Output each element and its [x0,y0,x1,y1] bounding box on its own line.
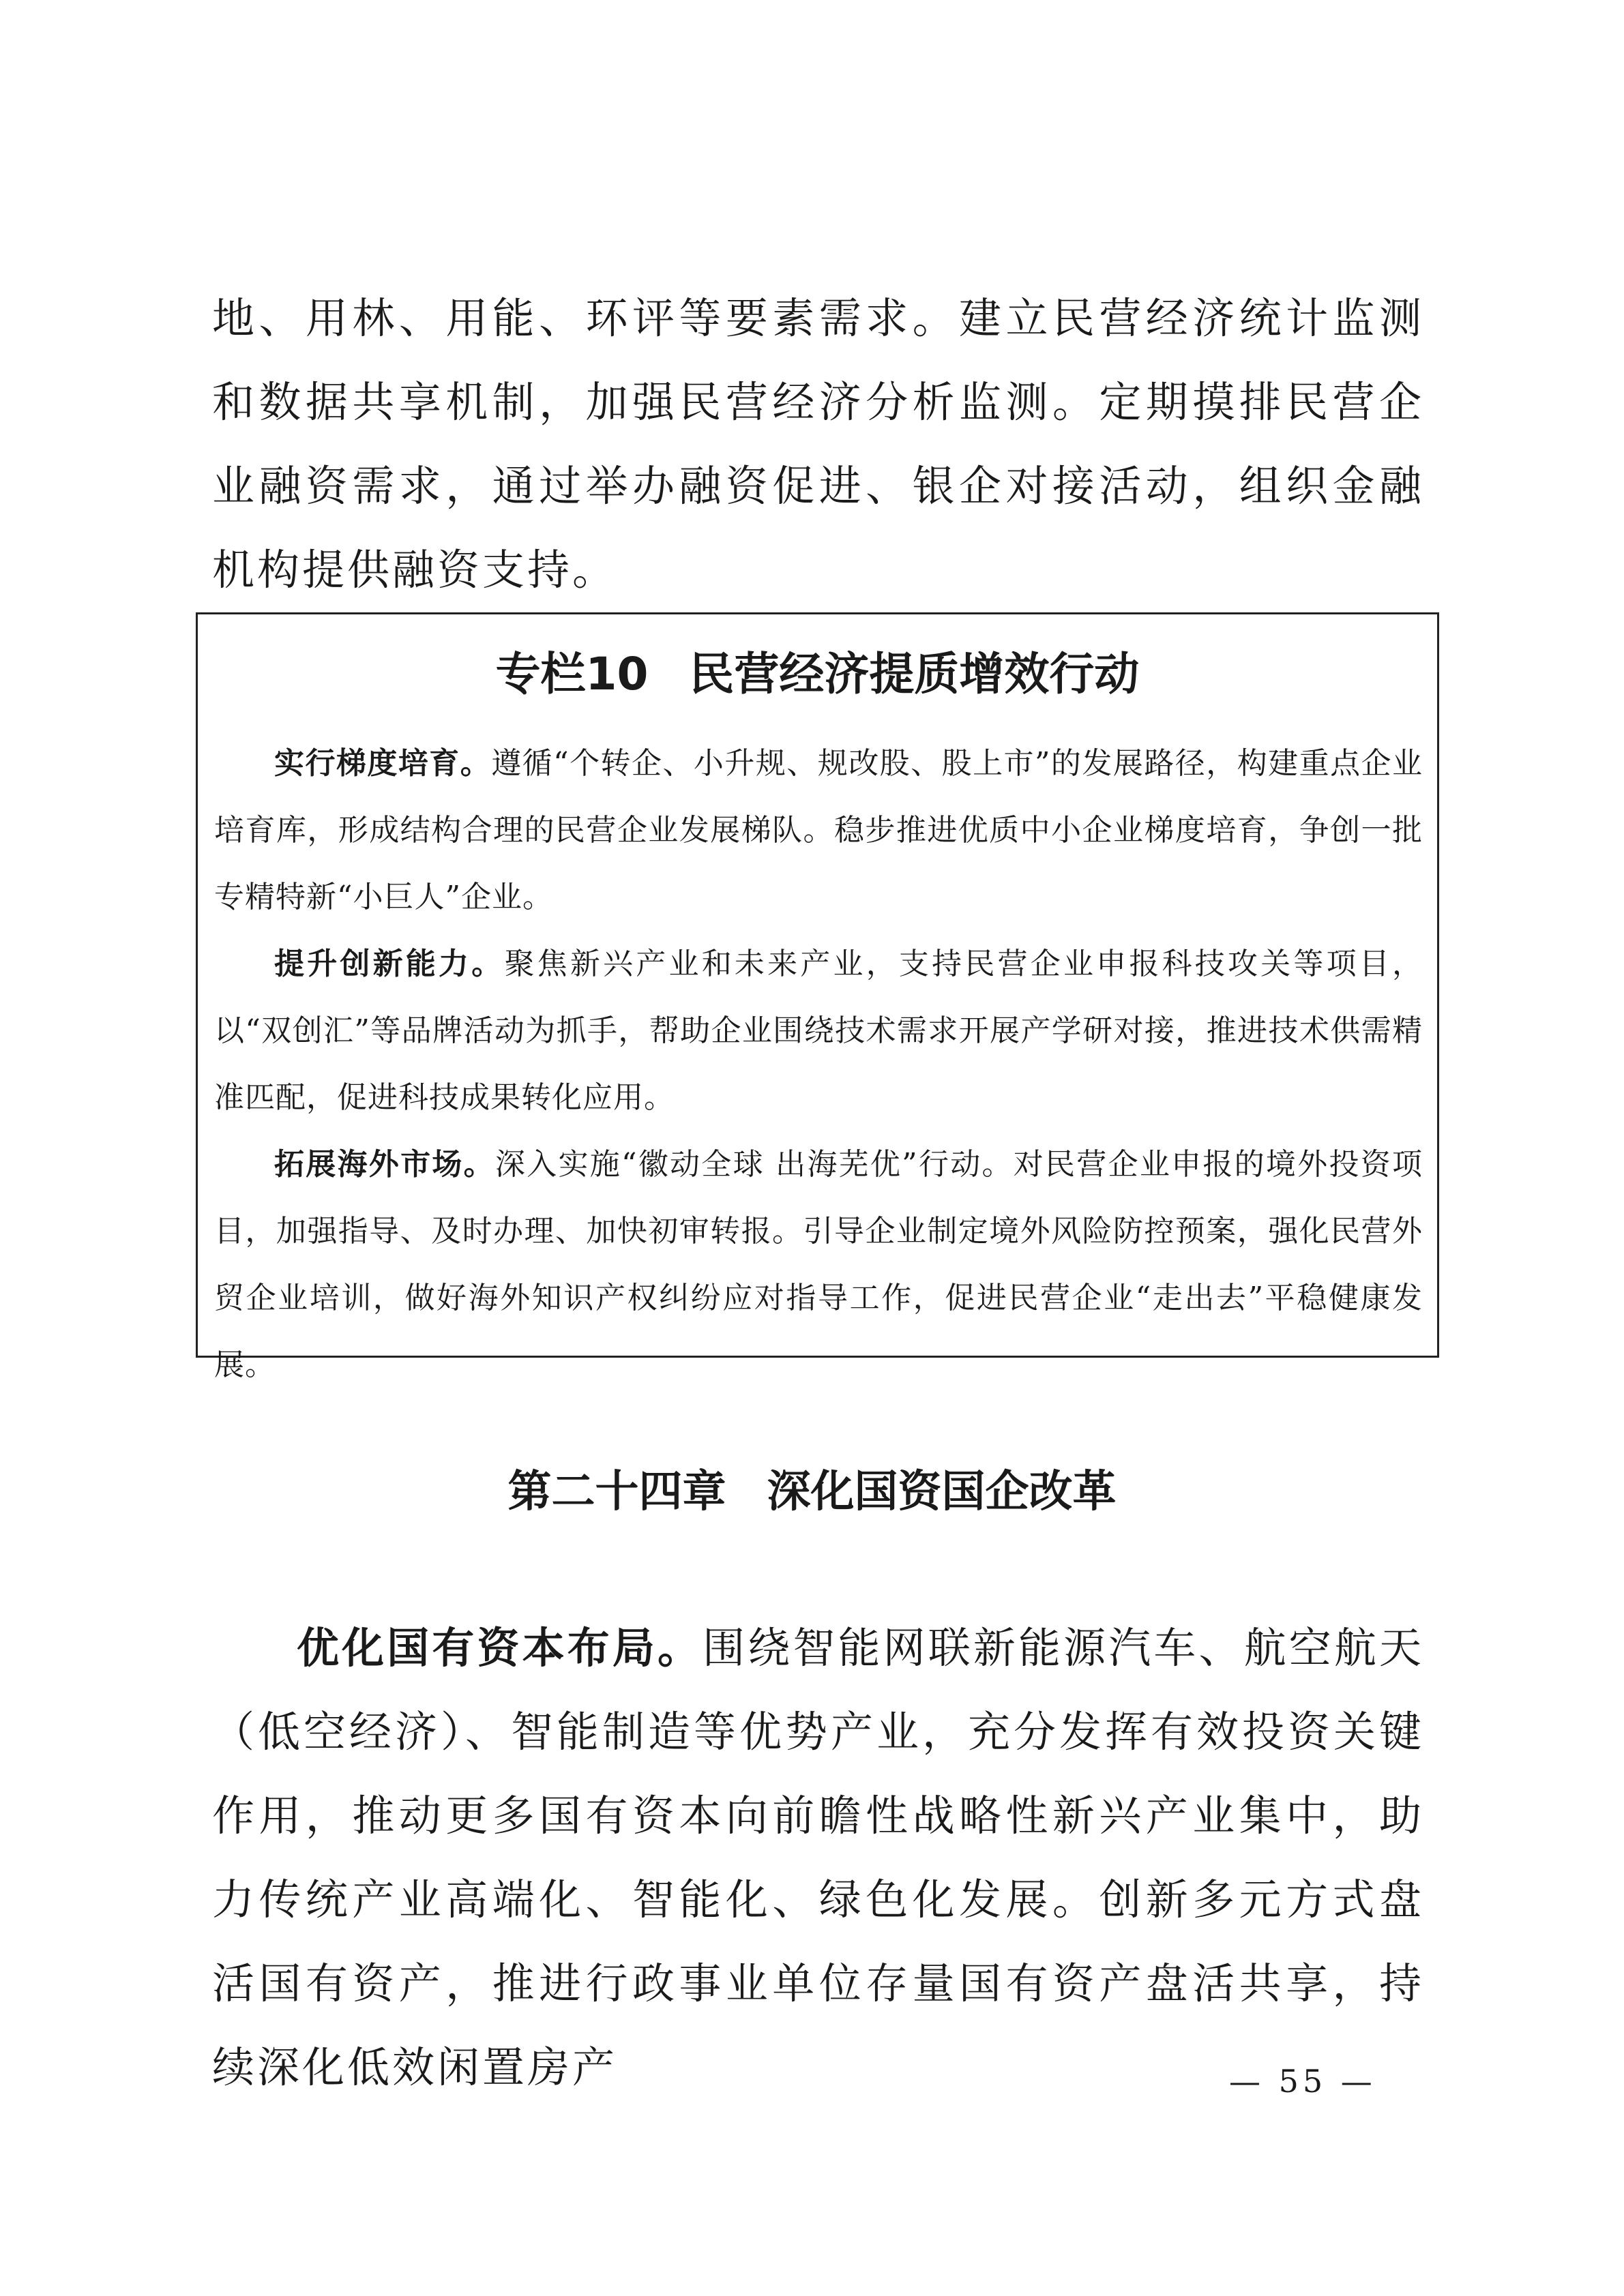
column-body [214,730,1423,1399]
column-title [198,647,1437,702]
column-item-lead: 拓展海外市场。 [274,1147,495,1182]
column-item-text: 深入实施“徽动全球 出海芜优”行动。对民营企业申报的境外投资项目，加强指导、及时办理、加快初审转报。引导企业制定境外风险防控预案，强化民营外贸企业培训，做好海外知识产权纠纷应对指导工作，促进民营企业“走出去”平稳健康发展。 [214,1147,1423,1382]
column-item [214,730,1423,931]
column-box [196,612,1439,1382]
body-paragraph-top [212,276,1424,612]
page-number: — 55 — [1229,2063,1376,2100]
column-item-text: 聚焦新兴产业和未来产业，支持民营企业申报科技攻关等项目，以“双创汇”等品牌活动为抓手，帮助企业围绕技术需求开展产学研对接，推进技术供需精准匹配，促进科技成果转化应用。 [214,946,1423,1115]
column-item [214,931,1423,1131]
body-paragraph-bottom-text: 围绕智能网联新能源汽车、航空航天（低空经济）、智能制造等优势产业，充分发挥有效投资关键作用，推动更多国有资本向前瞻性战略性新兴产业集中，助力传统产业高端化、智能化、绿色化发展。创新多元方式盘活国有资产，推进行政事业单位存量国有资产盘活共享，持续深化低效闲置房产 [212,1623,1424,2092]
chapter-number: 第二十四章 [507,1467,726,1517]
chapter-heading [0,1465,1624,1519]
column-number: 专栏10 [495,648,649,700]
column-item [214,1131,1423,1399]
column-item-lead: 实行梯度培育。 [274,746,492,781]
chapter-title-text: 深化国资国企改革 [767,1467,1117,1517]
column-title-text: 民营经济提质增效行动 [689,648,1140,700]
body-paragraph-top-text: 地、用林、用能、环评等要素需求。建立民营经济统计监测和数据共享机制，加强民营经济分析监测。定期摸排民营企业融资需求，通过举办融资促进、银企对接活动，组织金融机构提供融资支持。 [212,293,1424,595]
body-paragraph-bottom [212,1606,1424,2109]
column-item-lead: 提升创新能力。 [274,946,505,981]
column-item-text: 遵循“个转企、小升规、规改股、股上市”的发展路径，构建重点企业培育库，形成结构合理的民营企业发展梯队。稳步推进优质中小企业梯度培育，争创一批专精特新“小巨人”企业。 [214,746,1423,914]
body-paragraph-lead: 优化国有资本布局。 [297,1623,703,1673]
